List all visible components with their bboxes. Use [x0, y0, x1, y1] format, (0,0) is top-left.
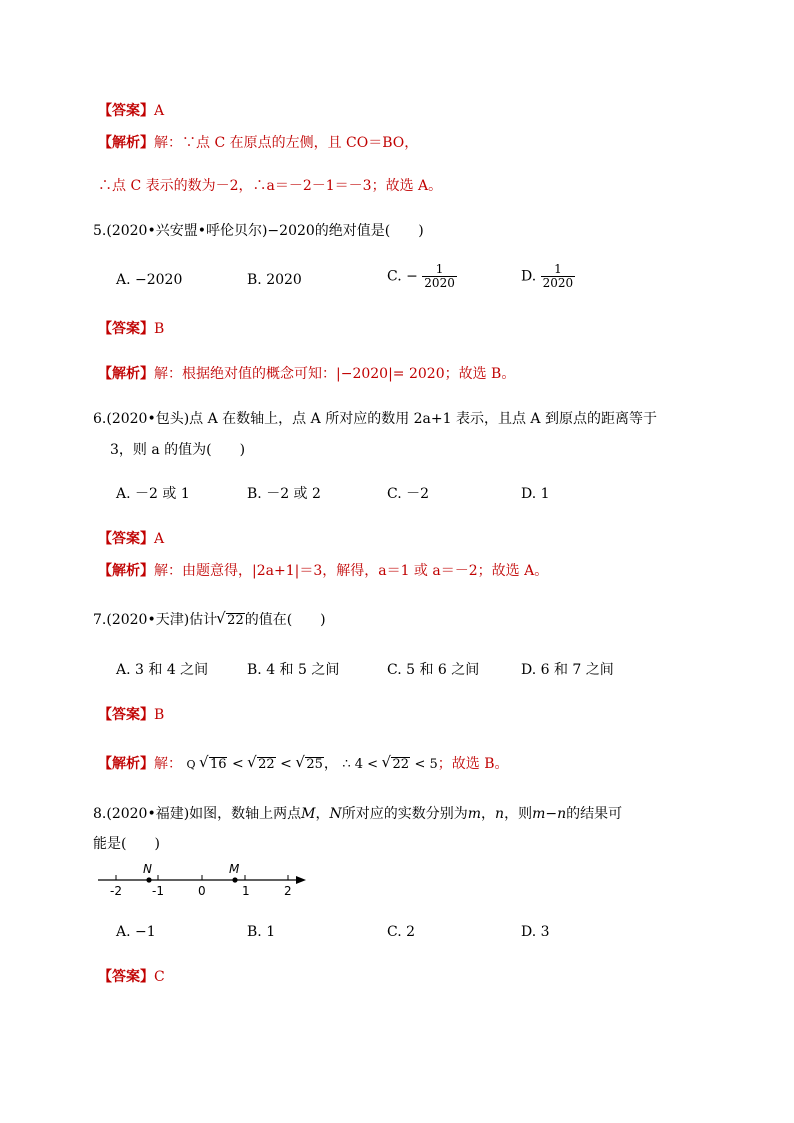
comma: ， [481, 806, 496, 822]
analysis-end: ；故选 B。 [437, 756, 509, 772]
q6-option-c: C. －2 [387, 486, 430, 502]
analysis-text: 解：∵点 C 在原点的左侧，且 CO＝BO， [154, 135, 419, 151]
tick-label: -1 [152, 884, 164, 898]
analysis-text: 解：根据绝对值的概念可知：|−2020|= 2020；故选 B。 [154, 366, 516, 382]
answer-value: B [154, 321, 165, 337]
q6-stem-line2: 3，则 a 的值为( ) [110, 442, 246, 458]
sqrt: √ 25 [305, 757, 324, 772]
answer-value: A [154, 103, 165, 119]
answer-tag: 【答案】 [98, 531, 154, 547]
option-d-label: D. [521, 268, 537, 285]
q7-option-c: C. 5 和 6 之间 [387, 662, 480, 678]
q6-stem-line1: 6.(2020•包头)点 A 在数轴上，点 A 所对应的数用 2a+1 表示，且点 A 到原点的距离等于 [93, 411, 657, 427]
q6-answer [98, 529, 164, 549]
answer-tag: 【答案】 [98, 707, 154, 723]
q5-stem: 5.(2020•兴安盟•呼伦贝尔)−2020的绝对值是( ) [93, 223, 424, 239]
tick-label: -2 [110, 884, 122, 898]
q6-option-d: D. 1 [521, 486, 550, 502]
numerator: 1 [541, 263, 576, 277]
point-n-label: N [143, 862, 152, 876]
q6-analysis [98, 561, 548, 581]
analysis-tag: 【解析】 [98, 563, 154, 579]
less-than-five: < 5 [414, 757, 438, 772]
less-than: < [231, 756, 244, 772]
var-m-upper: M [301, 806, 316, 822]
analysis-tag: 【解析】 [98, 366, 154, 382]
q8-option-b: B. 1 [247, 924, 276, 940]
tick-label: 1 [242, 884, 250, 898]
answer-tag: 【答案】 [98, 103, 154, 119]
q8-option-a: A. −1 [116, 924, 156, 940]
q4-analysis [98, 133, 418, 153]
analysis-text: 解：由题意得，|2a+1|＝3，解得，a＝1 或 a＝－2；故选 A。 [154, 563, 549, 579]
q5-option-d [521, 263, 575, 290]
q7-analysis: 【解析】解： Q √ 16 < √ 22 < √ 25， ∴ 4 < √ 22 < 5；故选 B。 [98, 754, 509, 775]
analysis-tag: 【解析】 [98, 756, 154, 772]
q5-analysis [98, 364, 515, 384]
stem-text-end: 的值在( ) [244, 612, 326, 628]
q6-option-b: B. －2 或 2 [247, 486, 321, 502]
stem-text: 8.(2020•福建)如图，数轴上两点 [93, 806, 302, 822]
q5-option-c [387, 263, 457, 290]
option-c-label: C. − [387, 268, 418, 285]
var-n: n [495, 806, 505, 822]
q7-option-d: D. 6 和 7 之间 [521, 662, 614, 678]
q7-answer [98, 705, 164, 725]
fraction [422, 263, 457, 290]
answer-tag: 【答案】 [98, 321, 154, 337]
q8-stem-line2: 能是( ) [93, 836, 160, 852]
comma: ， [315, 806, 330, 822]
number-line-figure [96, 862, 316, 898]
analysis-tag: 【解析】 [98, 135, 154, 151]
q5-option-b: B. 2020 [247, 272, 302, 288]
q8-stem-line1 [93, 804, 622, 824]
numerator: 1 [422, 263, 457, 277]
sqrt: √ 22 [391, 757, 410, 772]
q8-option-c: C. 2 [387, 924, 416, 940]
var-m: m [467, 806, 482, 822]
denominator: 2020 [424, 276, 455, 290]
tick-label: 0 [198, 884, 206, 898]
denominator: 2020 [542, 276, 574, 290]
q5-answer [98, 319, 164, 339]
q7-option-a: A. 3 和 4 之间 [116, 662, 209, 678]
point-m [232, 877, 237, 882]
answer-value: B [154, 707, 165, 723]
tick-label: 2 [284, 884, 292, 898]
q4-analysis-line2: ∴点 C 表示的数为－2，∴a＝－2－1＝－3；故选 A。 [98, 178, 443, 194]
point-n [146, 877, 151, 882]
stem-text-then: ，则 [504, 806, 533, 822]
sqrt: √ 22 [226, 613, 245, 628]
answer-tag: 【答案】 [98, 969, 154, 985]
q8-answer [98, 967, 165, 987]
q8-option-d: D. 3 [521, 924, 550, 940]
less-than: < [280, 756, 292, 772]
stem-text-end: 的结果可 [566, 806, 623, 822]
therefore-text: ∴ 4 < [342, 757, 379, 772]
axis-arrow [296, 876, 306, 884]
answer-value: A [154, 531, 165, 547]
q7-stem [93, 610, 326, 630]
q7-option-b: B. 4 和 5 之间 [247, 662, 340, 678]
fraction [541, 263, 576, 290]
q5-option-a: A. −2020 [116, 272, 183, 288]
expr: m−n [532, 806, 567, 822]
because-bullet: Q [186, 758, 196, 771]
q4-answer [98, 101, 164, 121]
sqrt: √ 22 [257, 757, 276, 772]
analysis-prefix: 解： [154, 756, 182, 772]
stem-text-mid: 所对应的实数分别为 [341, 806, 468, 822]
q6-option-a: A. －2 或 1 [116, 486, 190, 502]
point-m-label: M [229, 862, 240, 876]
sqrt: √ 16 [209, 757, 228, 772]
stem-text: 7.(2020•天津)估计 [93, 612, 218, 628]
answer-value: C [154, 969, 165, 985]
var-n-upper: N [329, 806, 342, 822]
ticks [116, 875, 288, 880]
